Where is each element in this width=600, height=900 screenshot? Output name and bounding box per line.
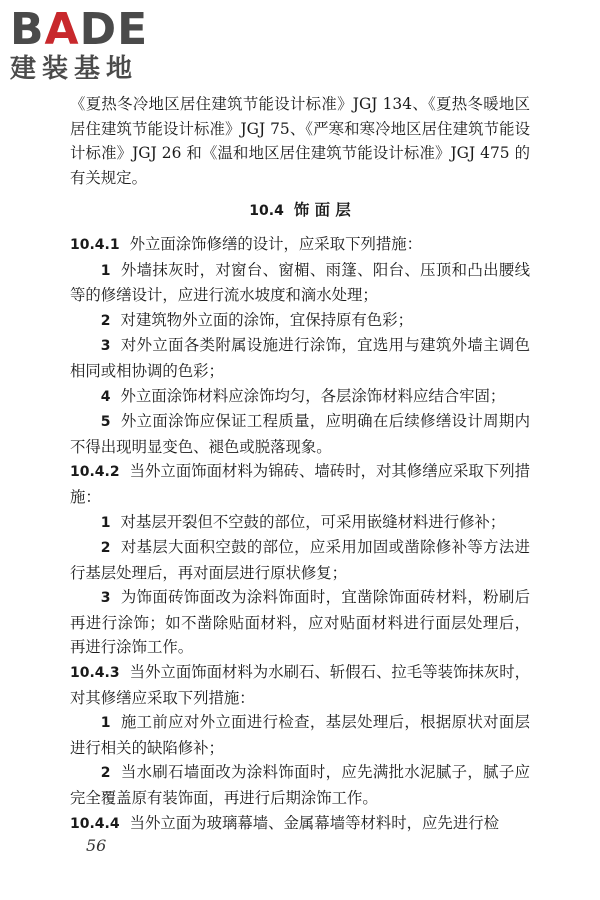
clause-10-4-2: 10.4.2 当外立面饰面材料为锦砖、墙砖时，对其修缮应采取下列措施：	[70, 462, 530, 506]
list-item: 2 当水刷石墙面改为涂料饰面时，应先满批水泥腻子，腻子应完全覆盖原有装饰面，再进行后期涂饰工作。	[70, 763, 530, 808]
clause-10-4-4: 10.4.4 当外立面为玻璃幕墙、金属幕墙等材料时，应先进行检	[70, 813, 499, 832]
section-heading: 10.4 饰 面 层	[249, 201, 351, 220]
list-item: 3 对外立面各类附属设施进行涂饰，宜选用与建筑外墙主调色相同或相协调的色彩；	[70, 336, 530, 380]
bade-logo	[10, 6, 185, 88]
list-item: 5 外立面涂饰应保证工程质量，应明确在后续修缮设计周期内不得出现明显变色、褪色或脱落现象。	[70, 412, 530, 456]
list-item: 2 对建筑物外立面的涂饰，宜保持原有色彩；	[100, 310, 413, 329]
list-item: 3 为饰面砖饰面改为涂料饰面时，宜凿除饰面砖材料，粉刷后再进行涂饰；如不凿除贴面材料，应对贴面材料进行面层处理后，再进行涂饰工作。	[70, 588, 530, 657]
list-item: 2 对基层大面积空鼓的部位，应采用加固或凿除修补等方法进行基层处理后，再对面层进行原状修复；	[70, 538, 530, 582]
page-body	[70, 92, 530, 836]
list-item: 1 对基层开裂但不空鼓的部位，可采用嵌缝材料进行修补；	[100, 512, 506, 531]
clause-10-4-1: 10.4.1 外立面涂饰修缮的设计，应采取下列措施：	[70, 234, 423, 253]
list-item: 1 外墙抹灰时，对窗台、窗楣、雨篷、阳台、压顶和凸出腰线等的修缮设计，应进行流水坡度和滴水处理；	[70, 260, 530, 305]
logo-chinese-text: 建装基地	[10, 54, 139, 84]
clause-10-4-3: 10.4.3 当外立面饰面材料为水刷石、斩假石、拉毛等装饰抹灰时，对其修缮应采取下列措施：	[70, 663, 530, 707]
page-number: 56	[86, 836, 107, 855]
list-item: 1 施工前应对外立面进行检查，基层处理后，根据原状对面层进行相关的缺陷修补；	[70, 713, 530, 757]
list-item: 4 外立面涂饰材料应涂饰均匀，各层涂饰材料应结合牢固；	[100, 386, 506, 405]
logo-wordmark: BADE	[10, 4, 149, 55]
intro-paragraph: 《夏热冬冷地区居住建筑节能设计标准》JGJ 134、《夏热冬暖地区居住建筑节能设计标准》JGJ 75、《严寒和寒冷地区居住建筑节能设计标准》JGJ 26 和《温和地区居住建筑节能设计标准》JGJ 475 的有关规定。	[70, 95, 530, 187]
